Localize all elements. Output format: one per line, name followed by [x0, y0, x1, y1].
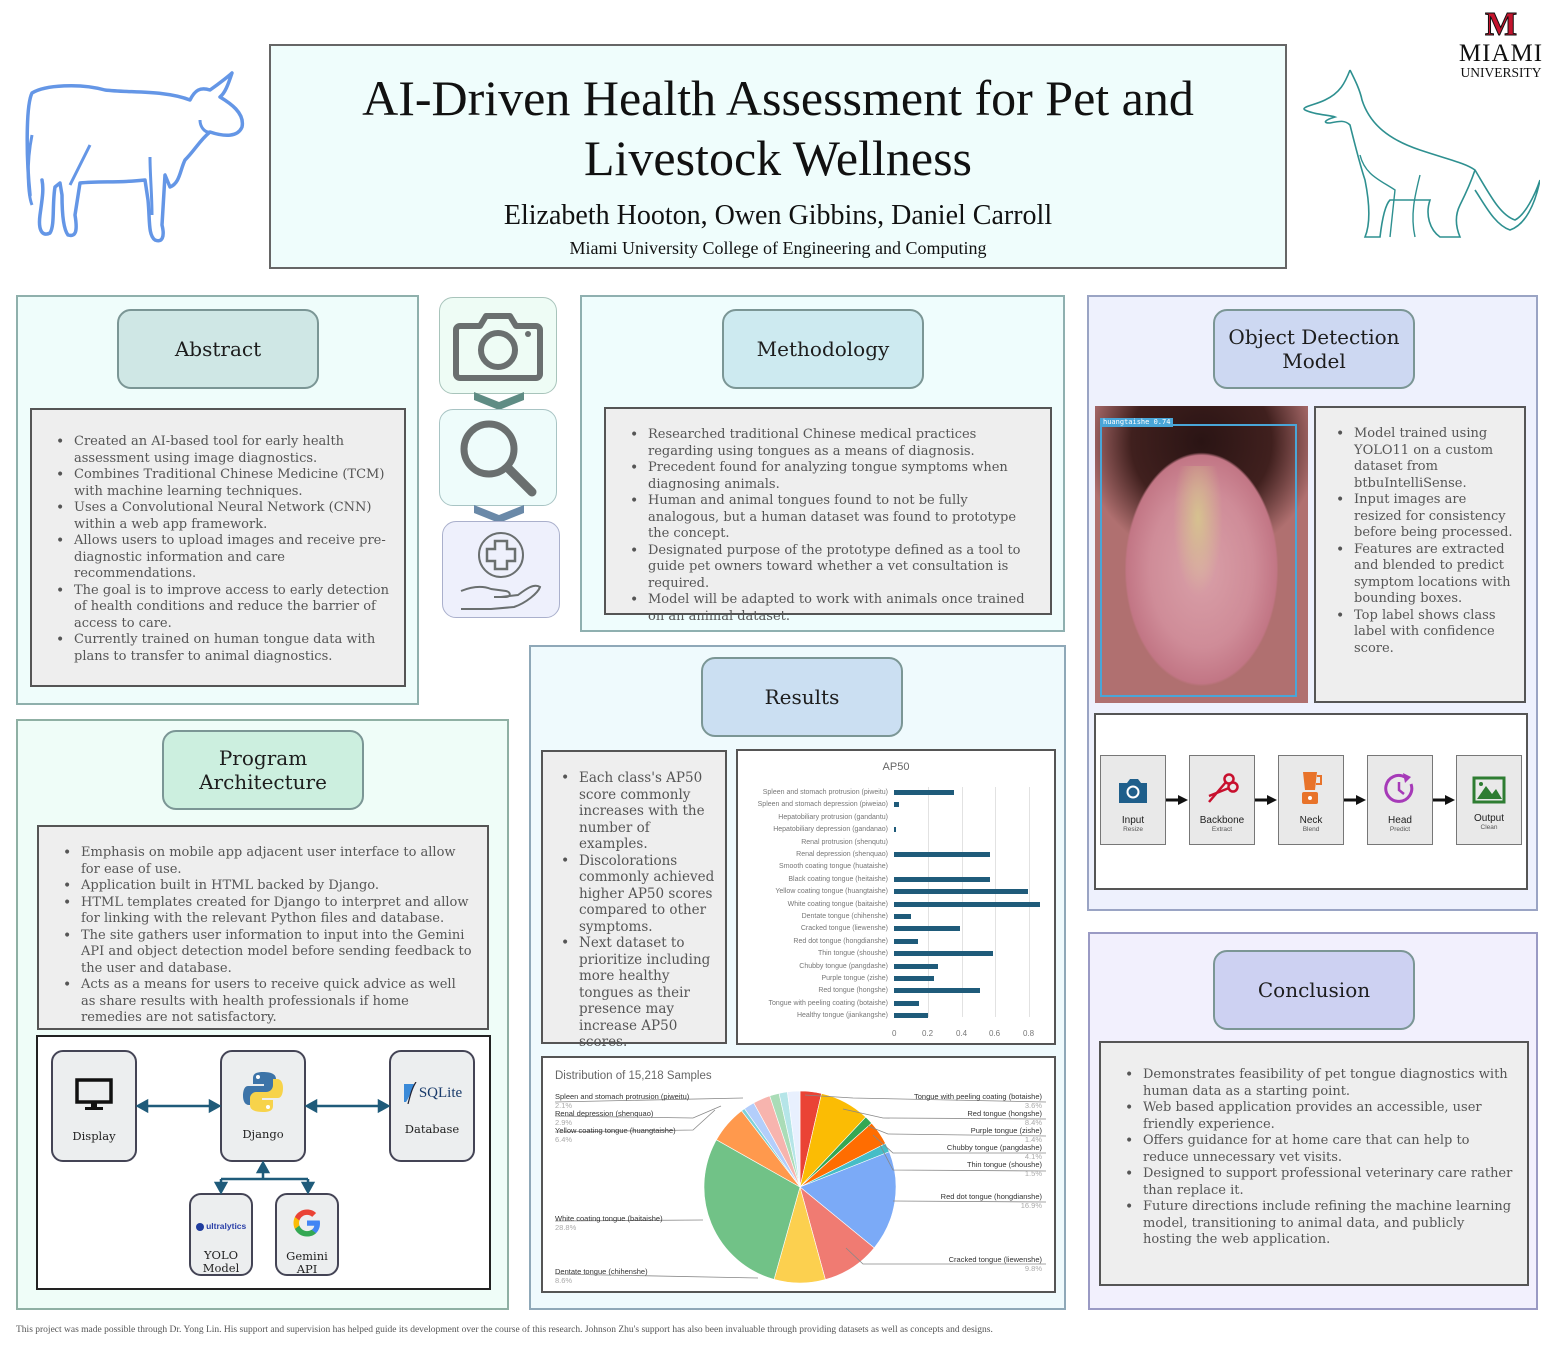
- camera-icon: [1116, 776, 1150, 806]
- pipeline-node-head: Head Predict: [1367, 755, 1433, 845]
- bounding-box: [1100, 424, 1297, 697]
- pie-label: Spleen and stomach protrusion (piweitu) 2.1%: [555, 1092, 690, 1110]
- authors: Elizabeth Hooton, Owen Gibbins, Daniel Carroll: [503, 200, 1053, 231]
- detection-bullet: • Input images are resized for consistency before being processed.: [1334, 492, 1516, 542]
- detection-bullet: • Model trained using YOLO11 on a custom dataset from btbuIntelliSense.: [1334, 426, 1516, 492]
- yolo-node: ultralytics YOLO Model: [189, 1193, 253, 1276]
- bar-row: [738, 911, 1058, 923]
- image-icon: [1472, 776, 1506, 804]
- workflow-step-capture: [439, 297, 557, 394]
- gemini-node: Gemini API: [275, 1193, 339, 1276]
- bar-row: [738, 837, 1058, 849]
- pipeline-node-backbone: Backbone Extract: [1189, 755, 1255, 845]
- pipeline-node-input: Input Resize: [1100, 755, 1166, 845]
- bar-category-label: Red dot tongue (hongdianshe): [793, 937, 888, 945]
- tongue-detection-image: [1095, 406, 1308, 703]
- bar: [894, 976, 934, 981]
- detection-label: huangtaishe 0.74: [1100, 418, 1173, 427]
- chart-title: Distribution of 15,218 Samples: [555, 1070, 712, 1082]
- arrow-right-icon: [1255, 795, 1277, 805]
- methodology-text: [604, 407, 1052, 624]
- bar: [894, 902, 1040, 907]
- methodology-bullet: • Human and animal tongues found to not be fully analogous, but a human dataset was found to prototype the concept.: [628, 493, 1036, 543]
- pie-label: Cracked tongue (liewenshe) 9.8%: [948, 1255, 1042, 1273]
- architecture-bullet: • Application built in HTML backed by Django.: [61, 878, 473, 895]
- pipeline-node-neck: Neck Blend: [1278, 755, 1344, 845]
- detection-bullet: • Features are extracted and blended to predict symptom locations with bounding boxes.: [1334, 542, 1516, 608]
- architecture-bullet: • The site gathers user information to input into the Gemini API and object detection model before sending feedback to the user and database.: [61, 928, 473, 978]
- arrow-right-icon: [1344, 795, 1366, 805]
- bar-category-label: Purple tongue (zishe): [821, 975, 888, 982]
- abstract-bullet: • Allows users to upload images and receive pre-diagnostic information and care recommendations.: [54, 533, 390, 583]
- bar-category-label: Spleen and stomach protrusion (piweitu): [762, 789, 888, 796]
- bar: [894, 827, 896, 832]
- pie-label: Chubby tongue (pangdashe) 4.1%: [946, 1143, 1042, 1161]
- bar-row: [738, 923, 1058, 935]
- acknowledgement-footer: This project was made possible through Dr. Yong Lin. His support and supervision has helped guide its development over the course of this research. Johnson Zhu's support has also been invaluable through providing datasets as well as concepts and designs.: [16, 1325, 993, 1335]
- camera-icon: [452, 310, 544, 382]
- ultralytics-logo: ultralytics: [191, 1221, 251, 1231]
- affiliation: Miami University College of Engineering and Computing: [569, 238, 987, 258]
- bar-category-label: Red tongue (hongshe): [818, 987, 888, 995]
- bar: [894, 964, 938, 969]
- methodology-bullet: • Designated purpose of the prototype defined as a tool to guide pet owners toward whether a vet consultation is required.: [628, 543, 1036, 593]
- object-detection-heading: Object Detection Model: [1213, 309, 1415, 389]
- abstract-heading: Abstract: [117, 309, 319, 389]
- pie-label: Thin tongue (shoushe) 1.5%: [966, 1160, 1042, 1178]
- bar-category-label: White coating tongue (baitaishe): [787, 900, 888, 908]
- arrow-right-icon: [1433, 795, 1455, 805]
- sqlite-logo: SQLite: [391, 1082, 473, 1104]
- bar-category-label: Spleen and stomach depression (piweiao): [757, 801, 888, 809]
- bar-row: [738, 948, 1058, 960]
- conclusion-text: [1099, 1041, 1529, 1286]
- bar-category-label: Renal depression (shenquao): [796, 851, 888, 858]
- architecture-diagram: [36, 1035, 491, 1290]
- bar-category-label: Tongue with peeling coating (botaishe): [768, 999, 888, 1007]
- distribution-pie-chart: [541, 1056, 1056, 1293]
- bar: [894, 914, 911, 919]
- bar: [894, 1001, 919, 1006]
- bar-category-label: Thin tongue (shoushe): [817, 950, 888, 958]
- architecture-text: [37, 825, 489, 1030]
- display-node: Display: [51, 1050, 137, 1162]
- bar: [894, 889, 1028, 894]
- logo-letter: M: [1484, 6, 1518, 43]
- pie-label: Red dot tongue (hongdianshe) 16.9%: [940, 1192, 1042, 1210]
- pie-label: Yellow coating tongue (huangtaishe) 6.4%: [555, 1126, 676, 1144]
- bar-category-label: Hepatobiliary depression (gandanao): [773, 826, 888, 834]
- conclusion-heading: Conclusion: [1213, 950, 1415, 1030]
- bar: [894, 790, 954, 795]
- chart-title: AP50: [882, 761, 910, 773]
- conclusion-bullet: • Future directions include refining the machine learning model, transitioning to animal data, and publicly hosting the web application.: [1123, 1199, 1513, 1249]
- plot-area: [738, 787, 1058, 1019]
- conclusion-bullet: • Offers guidance for at home care that can help to reduce unnecessary vet visits.: [1123, 1133, 1513, 1166]
- pie-label: Dentate tongue (chihenshe) 8.6%: [555, 1267, 648, 1285]
- logo-name: MIAMI: [1458, 40, 1544, 67]
- architecture-bullet: • HTML templates created for Django to interpret and allow for linking with the relevant Python files and database.: [61, 895, 473, 928]
- results-bullet: • Discolorations commonly achieved higher AP50 scores compared to other symptoms.: [559, 853, 719, 936]
- database-node: SQLite Database: [389, 1050, 475, 1162]
- clock-refresh-icon: [1383, 772, 1417, 806]
- abstract-bullet: • Currently trained on human tongue data with plans to transfer to animal diagnostics.: [54, 632, 390, 665]
- chevron-down-icon: [474, 392, 524, 410]
- bar: [894, 877, 990, 882]
- abstract-bullet: • Combines Traditional Chinese Medicine (TCM) with machine learning techniques.: [54, 467, 390, 500]
- healthcare-hand-icon: [456, 527, 546, 613]
- bar: [894, 926, 960, 931]
- bar-row: [738, 985, 1058, 997]
- methodology-heading: Methodology: [722, 309, 924, 389]
- bar-row: [738, 824, 1058, 836]
- model-pipeline-diagram: [1094, 713, 1528, 890]
- bar-row: [738, 874, 1058, 886]
- bar-row: [738, 899, 1058, 911]
- bar-row: [738, 961, 1058, 973]
- detection-bullet: • Top label shows class label with confidence score.: [1334, 608, 1516, 658]
- bar-category-label: Hepatobiliary protrusion (gandantu): [778, 813, 888, 821]
- architecture-bullet: • Emphasis on mobile app adjacent user interface to allow for ease of use.: [61, 845, 473, 878]
- bar-category-label: Healthy tongue (jiankangshe): [796, 1012, 888, 1020]
- bar-row: [738, 936, 1058, 948]
- architecture-bullet: • Acts as a means for users to receive quick advice as well as share results with health professionals if home remedies are not satisfactory.: [61, 977, 473, 1027]
- bar-category-label: Chubby tongue (pangdashe): [799, 962, 888, 970]
- abstract-bullet: • Uses a Convolutional Neural Network (CNN) within a web app framework.: [54, 500, 390, 533]
- bar: [894, 951, 993, 956]
- bar-category-label: Cracked tongue (liewenshe): [800, 925, 888, 933]
- ap50-bar-chart: [736, 749, 1056, 1045]
- cow-drawing-icon: [20, 65, 250, 250]
- magnifier-icon: [456, 416, 540, 500]
- workflow-step-analyze: [439, 409, 557, 506]
- pie-label: Purple tongue (zishe) 1.4%: [970, 1126, 1042, 1144]
- methodology-bullet: • Researched traditional Chinese medical practices regarding using tongues as a means of diagnosis.: [628, 427, 1036, 460]
- bar-row: [738, 787, 1058, 799]
- bar: [894, 988, 980, 993]
- workflow-step-care: [442, 521, 560, 618]
- pie-label: Renal depression (shenquao) 2.9%: [555, 1109, 654, 1127]
- abstract-text: [30, 408, 406, 687]
- bar-category-label: Renal protrusion (shenqutu): [801, 838, 888, 846]
- methodology-bullet: • Model will be adapted to work with animals once trained on an animal dataset.: [628, 592, 1036, 625]
- pie-label: White coating tongue (baitaishe) 28.8%: [555, 1214, 663, 1232]
- results-heading: Results: [701, 657, 903, 737]
- bar-row: [738, 861, 1058, 873]
- bar-row: [738, 849, 1058, 861]
- results-bullet: • Each class's AP50 score commonly increases with the number of examples.: [559, 770, 719, 853]
- bar-row: [738, 799, 1058, 811]
- bar-row: [738, 998, 1058, 1010]
- bar-category-label: Yellow coating tongue (huangtaishe): [775, 888, 888, 896]
- pie-label: Red tongue (hongshe) 8.4%: [967, 1109, 1042, 1127]
- pipeline-node-output: Output Clean: [1456, 755, 1522, 845]
- bar: [894, 852, 990, 857]
- architecture-heading: Program Architecture: [162, 730, 364, 810]
- bar-row: [738, 886, 1058, 898]
- blender-icon: [1299, 770, 1323, 806]
- bar-category-label: Black coating tongue (heitaishe): [788, 875, 888, 883]
- results-text: [541, 750, 727, 1050]
- django-node: Django: [220, 1050, 306, 1162]
- poster-title: AI-Driven Health Assessment for Pet and Livestock Wellness: [362, 70, 1194, 186]
- conclusion-bullet: • Web based application provides an accessible, user friendly experience.: [1123, 1100, 1513, 1133]
- conclusion-bullet: • Designed to support professional veterinary care rather than replace it.: [1123, 1166, 1513, 1199]
- bar-row: [738, 812, 1058, 824]
- arrow-right-icon: [1166, 795, 1188, 805]
- bar: [894, 802, 899, 807]
- abstract-bullet: • The goal is to improve access to early detection of health conditions and reduce the barrier of access to care.: [54, 583, 390, 633]
- methodology-bullet: • Precedent found for analyzing tongue symptoms when diagnosing animals.: [628, 460, 1036, 493]
- connection-arrows: [38, 1037, 493, 1292]
- bar-row: [738, 1010, 1058, 1022]
- dog-drawing-icon: [1300, 65, 1540, 245]
- conclusion-bullet: • Demonstrates feasibility of pet tongue diagnostics with human data as a starting point.: [1123, 1067, 1513, 1100]
- logo-subname: UNIVERSITY: [1460, 65, 1542, 80]
- pie-label: Tongue with peeling coating (botaishe) 3.6%: [913, 1092, 1042, 1110]
- title-banner: [269, 44, 1287, 269]
- abstract-bullet: • Created an AI-based tool for early health assessment using image diagnostics.: [54, 434, 390, 467]
- results-bullet: • Next dataset to prioritize including more healthy tongues as their presence may increase AP50 scores.: [559, 935, 719, 1051]
- bar-row: [738, 973, 1058, 985]
- university-logo: [1448, 8, 1554, 80]
- bar: [894, 1013, 928, 1018]
- scissors-icon: [1205, 772, 1239, 806]
- bar-category-label: Dentate tongue (chihenshe): [801, 913, 888, 920]
- bar-category-label: Smooth coating tongue (huataishe): [779, 863, 888, 871]
- x-axis-ticks: 0 0.2 0.4 0.6 0.8: [892, 1029, 1035, 1038]
- object-detection-text: [1314, 406, 1526, 703]
- bar: [894, 939, 918, 944]
